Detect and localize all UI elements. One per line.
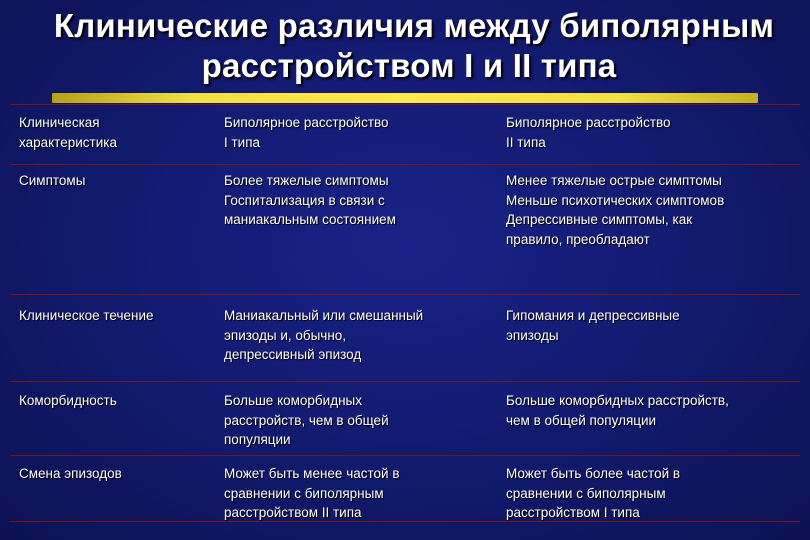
table-row-episode-change: [10, 456, 800, 522]
title-underline-bar: [52, 93, 758, 103]
cell-type-2: Гипомания и депрессивные эпизоды: [506, 308, 680, 343]
cell-type-2: Менее тяжелые острые симптомы Меньше психотических симптомов Депрессивные симптомы, как правило, преобладают: [506, 173, 725, 247]
cell-type-1: Маниакальный или смешанный эпизоды и, обычно, депрессивный эпизод: [224, 308, 424, 362]
slide-title-line-2: расстройством I и II типа: [201, 47, 617, 84]
cell-type-2: Может быть более частой в сравнении с биполярным расстройством I типа: [506, 466, 681, 520]
table-row-symptoms: [10, 165, 800, 295]
header-bipolar-type-2: Биполярное расстройство II типа: [506, 115, 671, 150]
cell-type-1: Больше коморбидных расстройств, чем в общей популяции: [224, 393, 389, 447]
row-label: Коморбидность: [19, 393, 117, 408]
table-row-clinical-course: [10, 295, 800, 382]
slide-title: [0, 6, 810, 86]
row-label: Смена эпизодов: [19, 466, 122, 481]
header-bipolar-type-1: Биполярное расстройство I типа: [224, 115, 389, 150]
cell-type-1: Более тяжелые симптомы Госпитализация в связи с маниакальным состоянием: [224, 173, 396, 227]
table-row-comorbidity: [10, 382, 800, 456]
header-characteristic: Клиническая характеристика: [19, 115, 117, 150]
cell-type-1: Может быть менее частой в сравнении с биполярным расстройством II типа: [224, 466, 400, 520]
table-header-row: [10, 105, 800, 165]
row-label: Симптомы: [19, 173, 86, 188]
row-label: Клиническое течение: [19, 308, 154, 323]
comparison-table: [10, 104, 800, 522]
slide-title-line-1: Клинические различия между биполярным: [53, 7, 775, 44]
cell-type-2: Больше коморбидных расстройств, чем в общей популяции: [506, 393, 729, 428]
